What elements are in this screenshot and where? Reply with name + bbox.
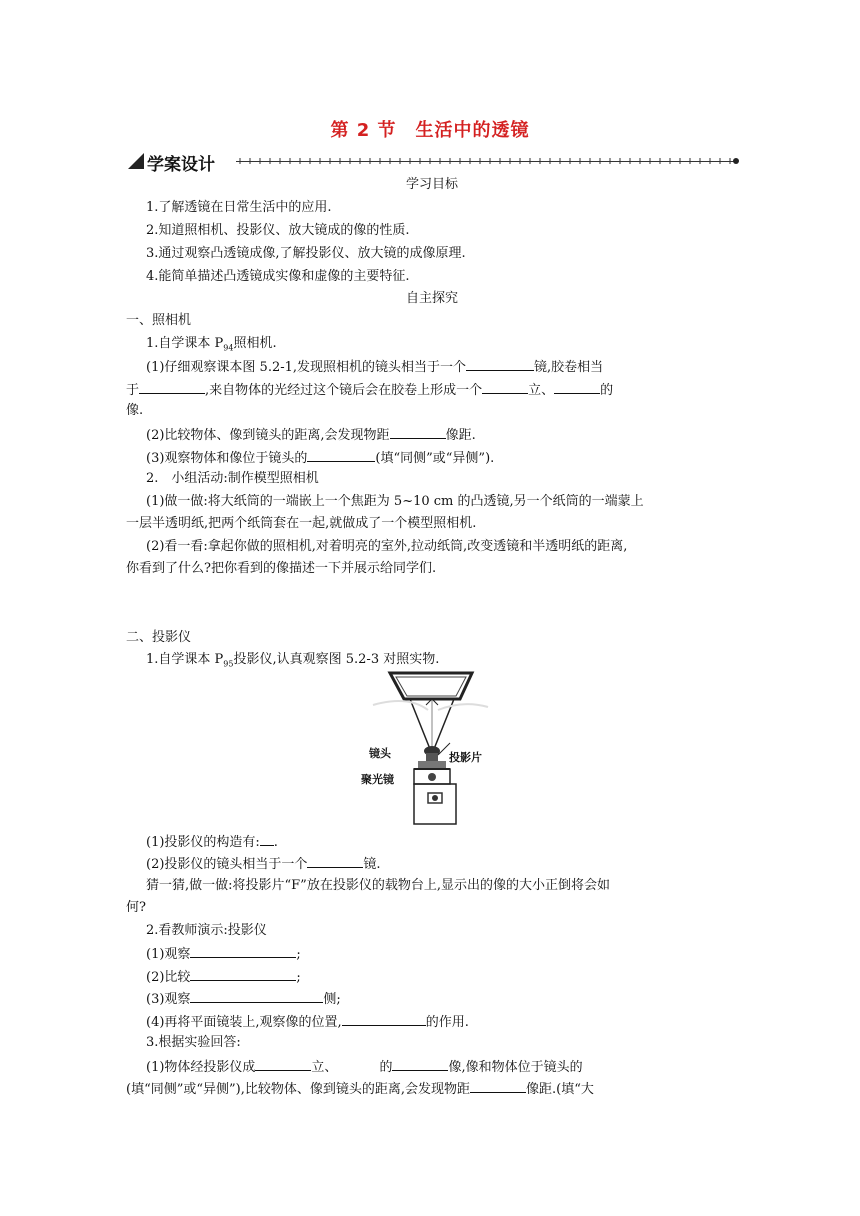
question-text: (4)再将平面镜装上,观察像的位置,: [146, 1015, 342, 1030]
question-text: 的: [379, 1060, 393, 1075]
question-text: ;: [296, 947, 301, 962]
question-text: 立、: [311, 1060, 338, 1075]
question-text: (2)投影仪的镜头相当于一个: [146, 857, 308, 872]
question-text: .: [273, 835, 278, 850]
question-line: [146, 853, 738, 875]
question-text: 镜,胶卷相当: [534, 360, 604, 375]
question-text: (1)投影仪的构造有:: [146, 835, 260, 850]
section-header: [128, 150, 743, 175]
question-text: 侧;: [323, 992, 341, 1007]
goal-item: 4.能简单描述凸透镜成实像和虚像的主要特征.: [146, 269, 410, 284]
question-line: [146, 447, 738, 469]
question-text: 的作用.: [425, 1015, 469, 1030]
answer-blank[interactable]: [139, 379, 205, 394]
question-text: ,来自物体的光经过这个镜后会在胶卷上形成一个: [205, 383, 483, 398]
question-text: 你看到了什么?把你看到的像描述一下并展示给同学们.: [126, 561, 437, 576]
answer-heading: 3.根据实验回答:: [146, 1035, 241, 1050]
question-text: (填“同侧”或“异侧”),比较物体、像到镜头的距离,会发现物距: [126, 1082, 470, 1097]
goal-item: 1.了解透镜在日常生活中的应用.: [146, 200, 332, 215]
question-text: (1)观察: [146, 947, 191, 962]
goal-item: 3.通过观察凸透镜成像,了解投影仪、放大镜的成像原理.: [146, 246, 466, 261]
question-text: 镜.: [363, 857, 381, 872]
activity-heading: 2. 小组活动:制作模型照相机: [146, 471, 319, 486]
question-text: 立、: [528, 383, 555, 398]
question-text: 的: [600, 383, 614, 398]
answer-blank[interactable]: [255, 1056, 311, 1071]
question-text: (2)比较: [146, 970, 191, 985]
answer-blank[interactable]: [190, 943, 296, 958]
explore-heading: 自主探究: [405, 291, 458, 306]
question-text: 像距.(填“大: [526, 1082, 594, 1097]
answer-blank[interactable]: [482, 379, 528, 394]
answer-blank[interactable]: [554, 379, 600, 394]
question-line: [146, 356, 738, 378]
question-text: (1)物体经投影仪成: [146, 1060, 256, 1075]
question-line: [126, 1078, 718, 1100]
question-line: [146, 334, 738, 359]
page-title: 第 2 节 生活中的透镜: [330, 120, 530, 141]
question-text: 像.: [126, 403, 144, 418]
ruler-ticks-decoration: [236, 157, 736, 165]
answer-blank[interactable]: [466, 356, 534, 371]
triangle-icon: [128, 153, 144, 169]
question-text: ;: [296, 970, 301, 985]
question-text: 何?: [126, 900, 146, 915]
question-text: 于: [126, 383, 140, 398]
question-line: [146, 943, 738, 965]
question-line: [126, 379, 718, 401]
page-number: 94: [223, 343, 234, 353]
answer-blank[interactable]: [190, 966, 296, 981]
question-text: 像,像和物体位于镜头的: [448, 1060, 583, 1075]
question-text: (1)仔细观察课本图 5.2-1,发现照相机的镜头相当于一个: [146, 360, 467, 375]
figure-label-lens: 镜头: [369, 747, 391, 760]
question-line: [146, 966, 738, 988]
demo-heading: 2.看教师演示:投影仪: [146, 923, 267, 938]
end-dot-icon: [733, 158, 739, 164]
question-text: (2)看一看:拿起你做的照相机,对着明亮的室外,拉动纸筒,改变透镜和半透明纸的距离,: [146, 539, 628, 554]
answer-blank[interactable]: [307, 447, 375, 462]
answer-blank[interactable]: [260, 831, 274, 846]
page-number: 95: [223, 659, 234, 669]
question-text: (1)做一做:将大纸筒的一端嵌上一个焦距为 5~10 cm 的凸透镜,另一个纸筒的一端蒙上: [146, 494, 644, 509]
question-text: (3)观察物体和像位于镜头的: [146, 451, 308, 466]
question-text: 投影仪,认真观察图 5.2-3 对照实物.: [233, 652, 440, 667]
question-line: [146, 831, 738, 853]
question-text: 像距.: [445, 428, 476, 443]
figure-label-slide: 投影片: [449, 751, 482, 764]
question-text: (3)观察: [146, 992, 191, 1007]
answer-blank[interactable]: [390, 424, 446, 439]
question-text: 一层半透明纸,把两个纸筒套在一起,就做成了一个模型照相机.: [126, 516, 477, 531]
question-text: 照相机.: [233, 336, 277, 351]
answer-blank[interactable]: [307, 853, 363, 868]
question-line: [146, 988, 738, 1010]
question-text: 猜一猜,做一做:将投影片“F”放在投影仪的载物台上,显示出的像的大小正倒将会如: [146, 878, 610, 893]
answer-blank[interactable]: [190, 988, 323, 1003]
goals-heading: 学习目标: [405, 177, 458, 192]
question-text: 1.自学课本 P: [146, 336, 224, 351]
question-line: [146, 424, 738, 446]
question-text: 1.自学课本 P: [146, 652, 224, 667]
answer-blank[interactable]: [470, 1078, 526, 1093]
answer-blank[interactable]: [342, 1011, 426, 1026]
part2-heading: 二、投影仪: [126, 630, 192, 645]
part1-heading: 一、照相机: [126, 313, 192, 328]
section-header-label: 学案设计: [147, 155, 215, 175]
question-line: [146, 1011, 738, 1033]
question-text: (填“同侧”或“异侧”).: [375, 451, 495, 466]
answer-blank[interactable]: [392, 1056, 448, 1071]
goal-item: 2.知道照相机、投影仪、放大镜成的像的性质.: [146, 223, 410, 238]
figure-label-condenser: 聚光镜: [361, 773, 394, 786]
question-text: (2)比较物体、像到镜头的距离,会发现物距: [146, 428, 390, 443]
question-line: [146, 1056, 738, 1078]
